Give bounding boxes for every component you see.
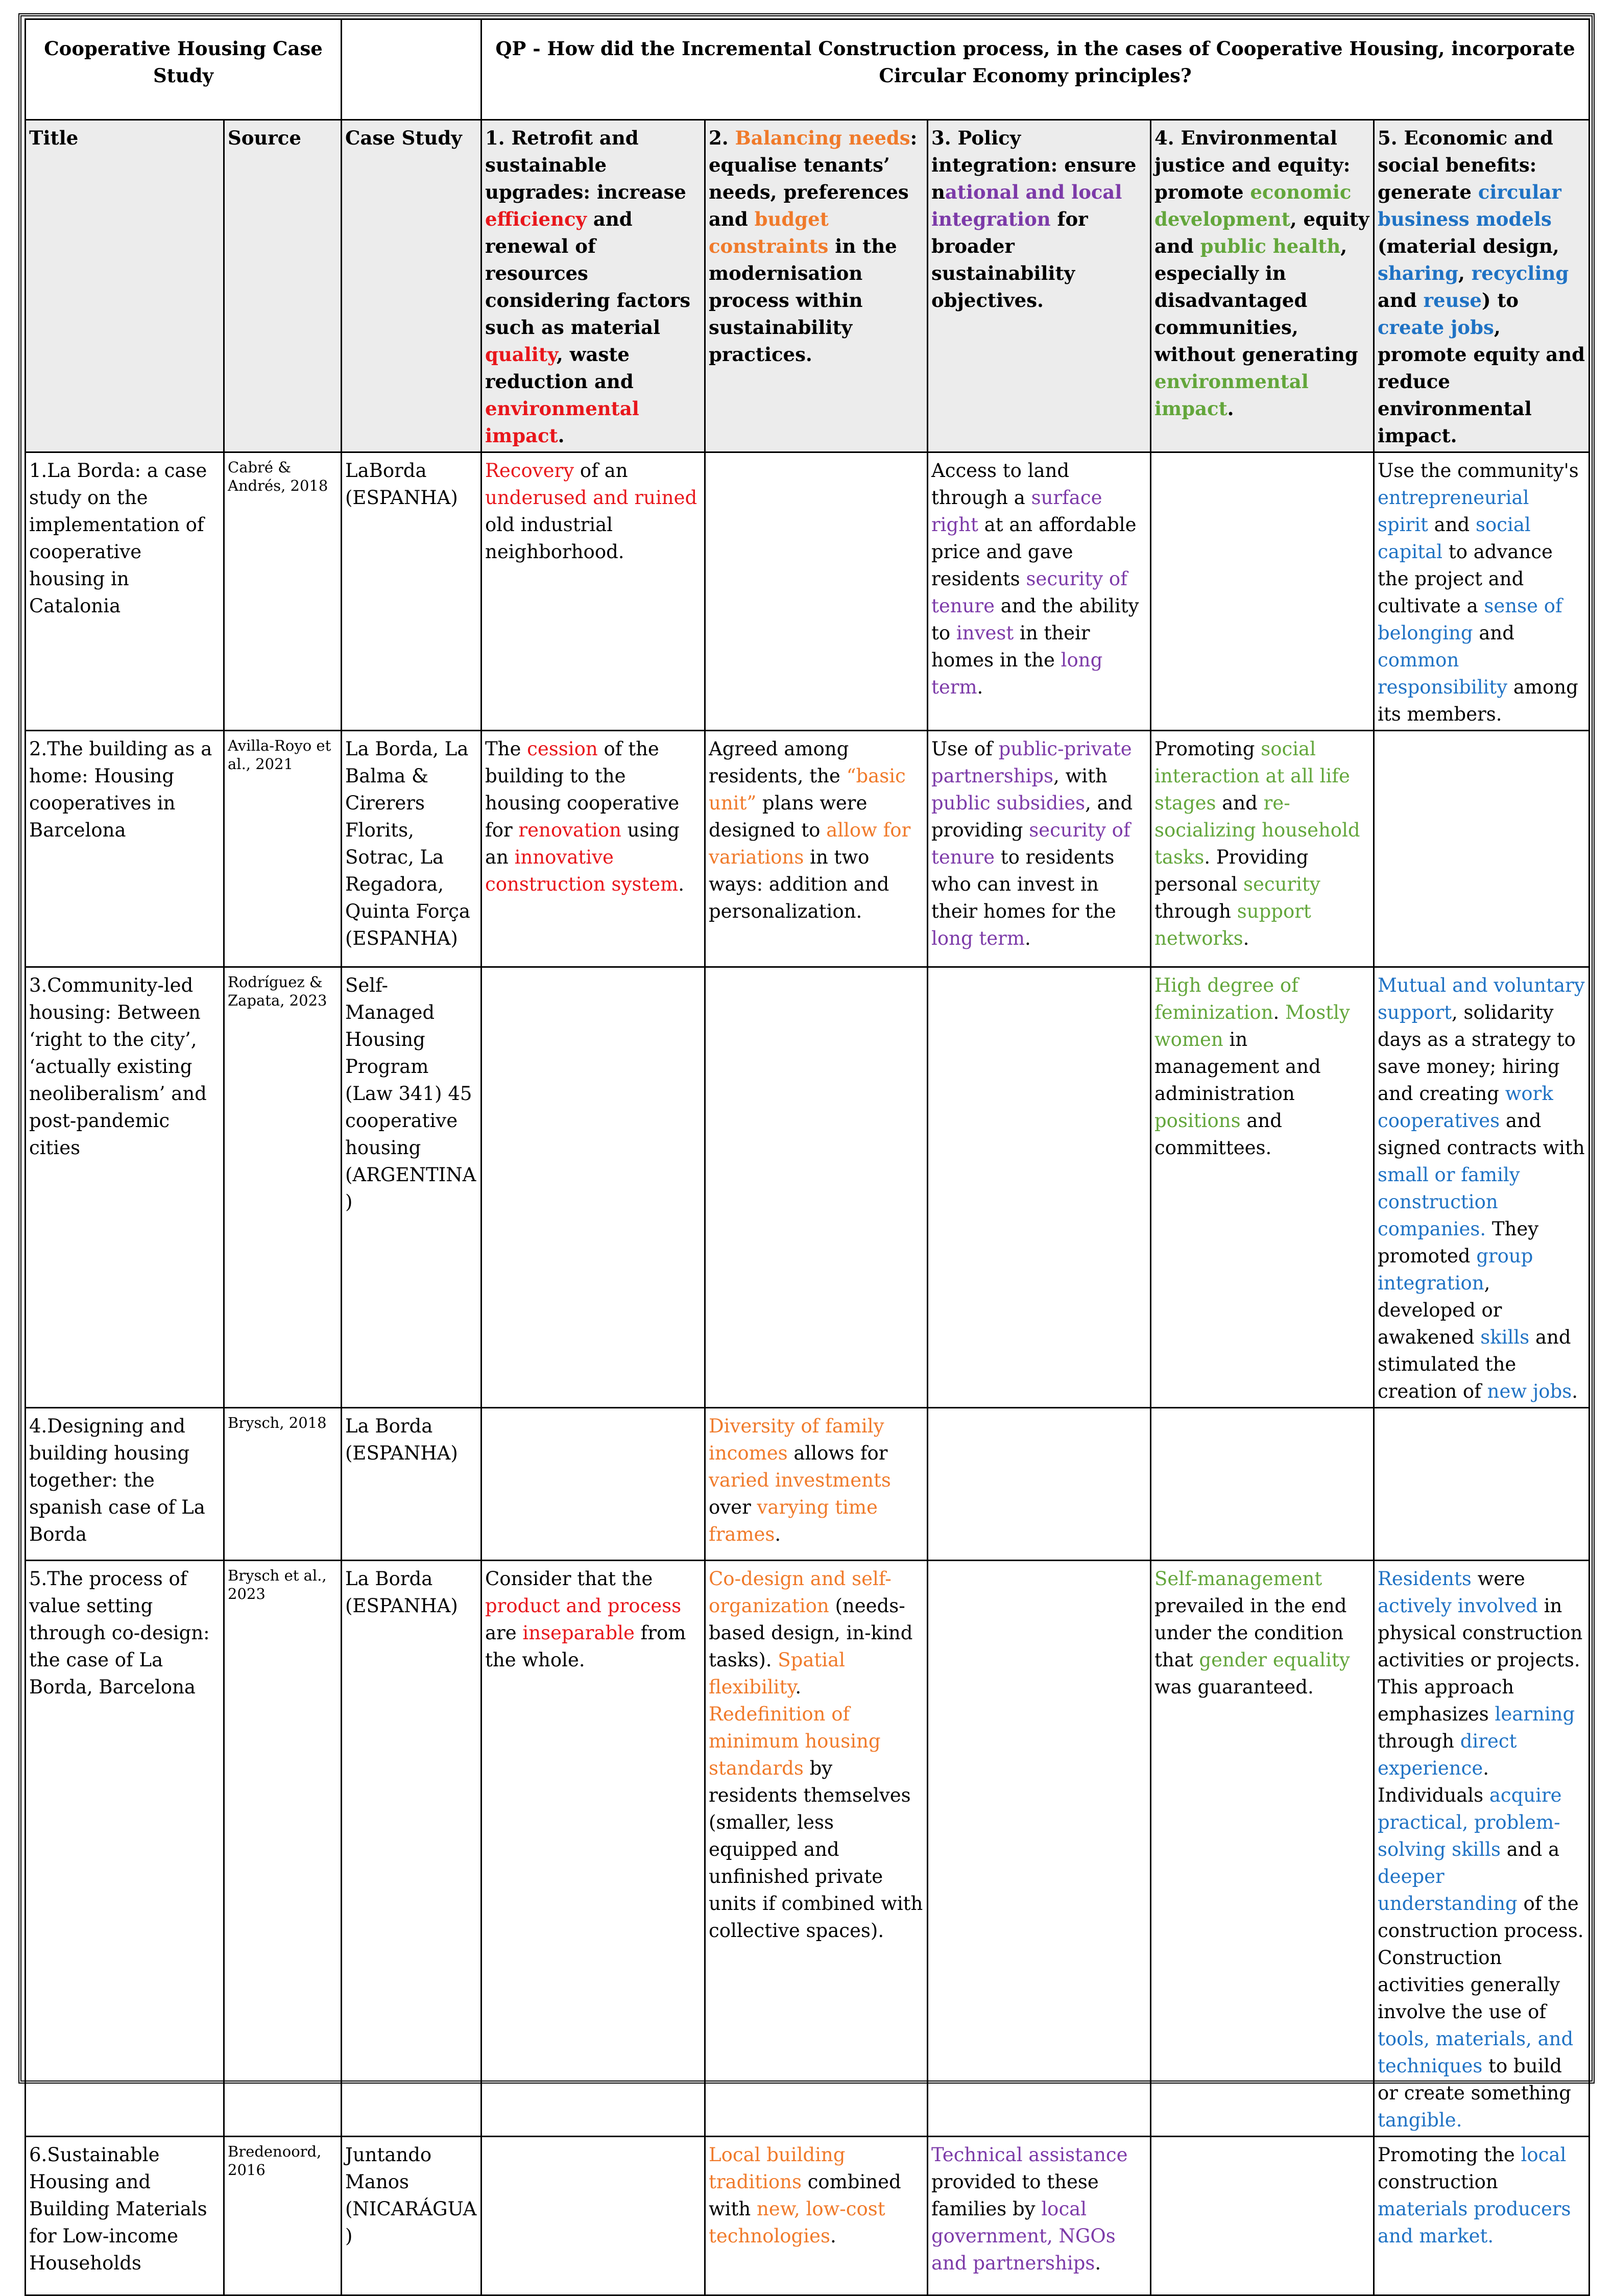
row-case-study: La Borda, La Balma & Cirerers Florits, Sotrac, La Regadora, Quinta Força (ESPANHA) xyxy=(342,731,482,967)
text-segment: to residents who can invest in their homes for the xyxy=(931,846,1116,922)
text-segment: through xyxy=(1378,1730,1460,1752)
highlighted-phrase: positions xyxy=(1154,1110,1241,1132)
highlighted-phrase: allow for variations xyxy=(709,819,911,868)
text-segment: in two ways: addition and personalization. xyxy=(709,846,889,922)
text-segment: , waste reduction and xyxy=(485,343,634,393)
text-segment: using an xyxy=(485,819,680,868)
row-case-study: La Borda (ESPANHA) xyxy=(342,1408,482,1561)
highlighted-phrase: Mostly women xyxy=(1154,1001,1350,1050)
row-title: 2.The building as a home: Housing cooperatives in Barcelona xyxy=(26,731,224,967)
highlighted-phrase: tangible. xyxy=(1378,2109,1462,2131)
highlighted-phrase: Spatial flexibility xyxy=(709,1649,845,1698)
highlighted-phrase: group integration xyxy=(1378,1245,1533,1294)
column-header-economic-social xyxy=(1374,120,1590,452)
text-segment: . Providing personal xyxy=(1154,846,1309,895)
cell-retrofit xyxy=(482,2137,705,2295)
cell-balancing-needs xyxy=(705,2137,928,2295)
row-case-study: LaBorda (ESPANHA) xyxy=(342,452,482,731)
column-header-title: Title xyxy=(26,120,224,452)
cell-economic-social xyxy=(1374,452,1590,731)
text-segment: 1. Retrofit and sustainable upgrades: increase xyxy=(485,127,686,203)
column-header-balancing-needs xyxy=(705,120,928,452)
text-segment: . xyxy=(775,1523,781,1545)
row-source: Rodríguez & Zapata, 2023 xyxy=(224,967,342,1408)
text-segment: were xyxy=(1471,1568,1525,1590)
highlighted-phrase: new, low-cost technologies xyxy=(709,2198,885,2247)
cell-policy-integration xyxy=(928,452,1151,731)
table-row xyxy=(26,452,1590,731)
text-segment: plans were designed to xyxy=(709,792,868,841)
highlighted-phrase: security of tenure xyxy=(931,568,1127,617)
text-segment: . xyxy=(1024,927,1031,949)
highlighted-phrase: security of tenure xyxy=(931,819,1130,868)
cell-balancing-needs xyxy=(705,1408,928,1561)
text-segment: was guaranteed. xyxy=(1154,1676,1314,1698)
text-segment: in their homes in the xyxy=(931,622,1090,671)
cell-environmental-justice xyxy=(1151,1561,1374,2137)
text-segment: Consider that the xyxy=(485,1568,653,1590)
highlighted-phrase: renovation xyxy=(518,819,621,841)
highlighted-phrase: Technical assistance xyxy=(931,2144,1128,2166)
text-segment: of an xyxy=(574,460,628,482)
cell-policy-integration xyxy=(928,967,1151,1408)
highlighted-phrase: innovative construction system xyxy=(485,846,679,895)
text-segment: combined with xyxy=(709,2171,901,2220)
empty-title-cell xyxy=(342,19,482,120)
text-segment: (needs-based design, in-kind tasks). xyxy=(709,1595,913,1671)
highlighted-phrase: environmental impact xyxy=(485,397,639,447)
cell-retrofit xyxy=(482,1561,705,2137)
highlighted-phrase: learning xyxy=(1495,1703,1575,1725)
highlighted-phrase: Mutual and voluntary support xyxy=(1378,974,1585,1023)
text-segment: Access to land through a xyxy=(931,460,1070,509)
text-segment: in physical construction activities or projects. This approach emphasizes xyxy=(1378,1595,1583,1725)
text-segment: Use the community's xyxy=(1378,460,1579,482)
row-source: Avilla-Royo et al., 2021 xyxy=(224,731,342,967)
text-segment: from the whole. xyxy=(485,1622,686,1671)
text-segment: to advance the project and cultivate a xyxy=(1378,541,1553,617)
text-segment: : equalise tenants’ needs, preferences and xyxy=(709,127,918,230)
column-header-environmental-justice xyxy=(1151,120,1374,452)
row-title: 5.The process of value setting through co-design: the case of La Borda, Barcelona xyxy=(26,1561,224,2137)
cell-retrofit xyxy=(482,452,705,731)
highlighted-phrase: recycling xyxy=(1471,262,1569,284)
text-segment: (material design, xyxy=(1378,235,1559,257)
cell-environmental-justice xyxy=(1151,1408,1374,1561)
cell-policy-integration xyxy=(928,2137,1151,2295)
highlighted-phrase: security xyxy=(1243,873,1320,895)
cell-economic-social xyxy=(1374,967,1590,1408)
highlighted-phrase: sense of belonging xyxy=(1378,595,1562,644)
text-segment: over xyxy=(709,1496,757,1518)
row-case-study: Juntando Manos (NICARÁGUA) xyxy=(342,2137,482,2295)
cell-economic-social xyxy=(1374,1561,1590,2137)
cell-economic-social xyxy=(1374,2137,1590,2295)
highlighted-phrase: “basic unit” xyxy=(709,765,906,814)
table-row xyxy=(26,731,1590,967)
column-header-source: Source xyxy=(224,120,342,452)
cell-retrofit xyxy=(482,1408,705,1561)
highlighted-phrase: actively involved xyxy=(1378,1595,1538,1617)
row-source: Brysch et al., 2023 xyxy=(224,1561,342,2137)
text-segment: . xyxy=(977,676,983,698)
highlighted-phrase: reuse xyxy=(1423,289,1482,312)
cell-policy-integration xyxy=(928,1561,1151,2137)
text-segment: in the modernisation process within sustainability practices. xyxy=(709,235,897,366)
text-segment: , and providing xyxy=(931,792,1133,841)
column-header-retrofit xyxy=(482,120,705,452)
highlighted-phrase: common responsibility xyxy=(1378,649,1508,698)
highlighted-phrase: cession xyxy=(527,738,598,760)
cell-policy-integration xyxy=(928,731,1151,967)
column-header-case-study: Case Study xyxy=(342,120,482,452)
text-segment: and xyxy=(1216,792,1264,814)
highlighted-phrase: Redefinition of minimum housing standards xyxy=(709,1703,881,1779)
text-segment: and signed contracts with xyxy=(1378,1110,1585,1159)
highlighted-phrase: Recovery xyxy=(485,460,574,482)
highlighted-phrase: inseparable xyxy=(522,1622,635,1644)
text-segment: Agreed among residents, the xyxy=(709,738,849,787)
highlighted-phrase: long term xyxy=(931,927,1025,949)
highlighted-phrase: deeper understanding xyxy=(1378,1865,1518,1915)
cell-balancing-needs xyxy=(705,967,928,1408)
row-source: Brysch, 2018 xyxy=(224,1408,342,1561)
title-row xyxy=(26,19,1590,120)
text-segment: of the building to the housing cooperative for xyxy=(485,738,680,841)
highlighted-phrase: small or family construction companies. xyxy=(1378,1164,1520,1240)
text-segment: and the ability to xyxy=(931,595,1139,644)
text-segment: . xyxy=(1227,397,1234,420)
row-case-study: La Borda (ESPANHA) xyxy=(342,1561,482,2137)
highlighted-phrase: public health xyxy=(1200,235,1341,257)
text-segment: allows for xyxy=(787,1442,888,1464)
text-segment: . xyxy=(1572,1380,1578,1402)
highlighted-phrase: public subsidies xyxy=(931,792,1086,814)
row-case-study: Self-Managed Housing Program (Law 341) 45 cooperative housing (ARGENTINA) xyxy=(342,967,482,1408)
cell-economic-social xyxy=(1374,1408,1590,1561)
highlighted-phrase: social capital xyxy=(1378,514,1531,563)
cell-environmental-justice xyxy=(1151,731,1374,967)
highlighted-phrase: Self-management xyxy=(1154,1568,1322,1590)
text-segment: by residents themselves (smaller, less equipped and unfinished private units if combined with collective spaces). xyxy=(709,1757,923,1942)
highlighted-phrase: create jobs xyxy=(1378,316,1494,339)
text-segment: , especially in disadvantaged communities, without generating xyxy=(1154,235,1358,366)
text-segment: and a xyxy=(1501,1838,1560,1860)
highlighted-phrase: efficiency xyxy=(485,208,587,230)
text-segment: 5. Economic and social benefits: generate xyxy=(1378,127,1553,203)
row-title: 6.Sustainable Housing and Building Materials for Low-income Households xyxy=(26,2137,224,2295)
text-segment: They promoted xyxy=(1378,1218,1539,1267)
highlighted-phrase: acquire practical, problem-solving skills xyxy=(1378,1784,1562,1860)
text-segment: . xyxy=(830,2225,836,2247)
text-segment: and committees. xyxy=(1154,1110,1282,1159)
highlighted-phrase: varying time frames xyxy=(709,1496,878,1545)
text-segment: for broader sustainability objectives. xyxy=(931,208,1088,312)
case-study-title: Cooperative Housing Case Study xyxy=(26,19,342,120)
highlighted-phrase: quality xyxy=(485,343,557,366)
text-segment: . xyxy=(1243,927,1249,949)
case-study-table xyxy=(25,18,1590,2296)
highlighted-phrase: re-socializing household tasks xyxy=(1154,792,1360,868)
text-segment: Promoting the xyxy=(1378,2144,1521,2166)
document-page xyxy=(18,13,1595,2274)
text-segment: construction xyxy=(1378,2171,1498,2193)
text-segment: of the construction process. Construction activities generally involve the use of xyxy=(1378,1893,1584,2023)
row-source: Bredenoord, 2016 xyxy=(224,2137,342,2295)
cell-balancing-needs xyxy=(705,452,928,731)
cell-balancing-needs xyxy=(705,731,928,967)
text-segment: Use of xyxy=(931,738,999,760)
text-segment: prevailed in the end under the condition that xyxy=(1154,1595,1347,1671)
text-segment: and stimulated the creation of xyxy=(1378,1326,1571,1402)
highlighted-phrase: entrepreneurial spirit xyxy=(1378,487,1529,536)
text-segment: , equity and xyxy=(1154,208,1369,257)
cell-environmental-justice xyxy=(1151,2137,1374,2295)
highlighted-phrase: direct experience xyxy=(1378,1730,1517,1779)
highlighted-phrase: underused and ruined xyxy=(485,487,697,509)
highlighted-phrase: economic development xyxy=(1154,181,1352,230)
text-segment: Promoting xyxy=(1154,738,1261,760)
row-title: 1.La Borda: a case study on the implementation of cooperative housing in Catalonia xyxy=(26,452,224,731)
highlighted-phrase: new jobs xyxy=(1487,1380,1572,1402)
column-header-policy-integration xyxy=(928,120,1151,452)
text-segment: 3. Policy integration: ensure n xyxy=(931,127,1137,203)
table-row xyxy=(26,2137,1590,2295)
cell-policy-integration xyxy=(928,1408,1151,1561)
cell-environmental-justice xyxy=(1151,452,1374,731)
text-segment: , promote equity and reduce environmental impact. xyxy=(1378,316,1585,447)
cell-retrofit xyxy=(482,967,705,1408)
text-segment: . xyxy=(1095,2252,1101,2274)
row-title: 4.Designing and building housing together: the spanish case of La Borda xyxy=(26,1408,224,1561)
text-segment: . xyxy=(1273,1001,1286,1023)
text-segment: at an affordable price and gave residents xyxy=(931,514,1137,590)
text-segment: through xyxy=(1154,900,1237,922)
text-segment: 2. xyxy=(709,127,735,149)
highlighted-phrase: varied investments xyxy=(709,1469,891,1491)
text-segment: are xyxy=(485,1622,523,1644)
cell-balancing-needs xyxy=(705,1561,928,2137)
highlighted-phrase: High degree of feminization xyxy=(1154,974,1298,1023)
text-segment: old industrial neighborhood. xyxy=(485,514,624,563)
highlighted-phrase: Local building traditions xyxy=(709,2144,846,2193)
text-segment: , xyxy=(1458,262,1472,284)
text-segment: , developed or awakened xyxy=(1378,1272,1502,1348)
highlighted-phrase: materials producers and market. xyxy=(1378,2198,1571,2247)
highlighted-phrase: Residents xyxy=(1378,1568,1472,1590)
highlighted-phrase: support networks xyxy=(1154,900,1311,949)
text-segment: to build or create something xyxy=(1378,2055,1571,2104)
highlighted-phrase: work cooperatives xyxy=(1378,1083,1553,1132)
text-segment: The xyxy=(485,738,527,760)
text-segment: , with xyxy=(1053,765,1108,787)
highlighted-phrase: local xyxy=(1521,2144,1567,2166)
text-segment: . xyxy=(558,424,565,447)
text-segment: 4. Environmental justice and equity: promote xyxy=(1154,127,1351,203)
table-row xyxy=(26,1408,1590,1561)
text-segment: ) to xyxy=(1481,289,1519,312)
text-segment: . xyxy=(795,1676,802,1698)
research-question: QP - How did the Incremental Construction process, in the cases of Cooperative Housing, incorporate Circular Economy principles? xyxy=(482,19,1590,120)
cell-retrofit xyxy=(482,731,705,967)
text-segment: . Individuals xyxy=(1378,1757,1489,1806)
highlighted-phrase: sharing xyxy=(1378,262,1459,284)
highlighted-phrase: environmental impact xyxy=(1154,370,1309,420)
text-segment: and xyxy=(1378,289,1424,312)
highlighted-phrase: tools, materials, and techniques xyxy=(1378,2028,1574,2077)
highlighted-phrase: circular business models xyxy=(1378,181,1561,230)
highlighted-phrase: ational and local integration xyxy=(931,181,1122,230)
text-segment: , solidarity days as a strategy to save money; hiring and creating xyxy=(1378,1001,1576,1105)
text-segment: and xyxy=(1428,514,1476,536)
text-segment: in management and administration xyxy=(1154,1029,1321,1105)
row-title: 3.Community-led housing: Between ‘right to the city’, ‘actually existing neoliberalism’ and post-pandemic cities xyxy=(26,967,224,1408)
text-segment: and renewal of resources considering factors such as material xyxy=(485,208,691,339)
header-row xyxy=(26,120,1590,452)
table-row xyxy=(26,1561,1590,2137)
highlighted-phrase: product and process xyxy=(485,1595,682,1617)
cell-economic-social xyxy=(1374,731,1590,967)
highlighted-phrase: social interaction at all life stages xyxy=(1154,738,1350,814)
highlighted-phrase: gender equality xyxy=(1199,1649,1350,1671)
cell-environmental-justice xyxy=(1151,967,1374,1408)
highlighted-phrase: surface right xyxy=(931,487,1102,536)
highlighted-phrase: skills xyxy=(1480,1326,1530,1348)
text-segment: provided to these families by xyxy=(931,2171,1099,2220)
highlighted-phrase: invest xyxy=(956,622,1014,644)
table-row xyxy=(26,967,1590,1408)
highlighted-phrase: budget constraints xyxy=(709,208,829,257)
highlighted-phrase: Co-design and self-organization xyxy=(709,1568,892,1617)
row-source: Cabré & Andrés, 2018 xyxy=(224,452,342,731)
text-segment: among its members. xyxy=(1378,676,1578,725)
text-segment: . xyxy=(678,873,684,895)
highlighted-phrase: long term xyxy=(931,649,1103,698)
highlighted-phrase: Diversity of family incomes xyxy=(709,1415,884,1464)
text-segment: and xyxy=(1473,622,1514,644)
highlighted-phrase: local government, NGOs and partnerships xyxy=(931,2198,1116,2274)
highlighted-phrase: Balancing needs xyxy=(735,127,910,149)
highlighted-phrase: public-private partnerships xyxy=(931,738,1132,787)
